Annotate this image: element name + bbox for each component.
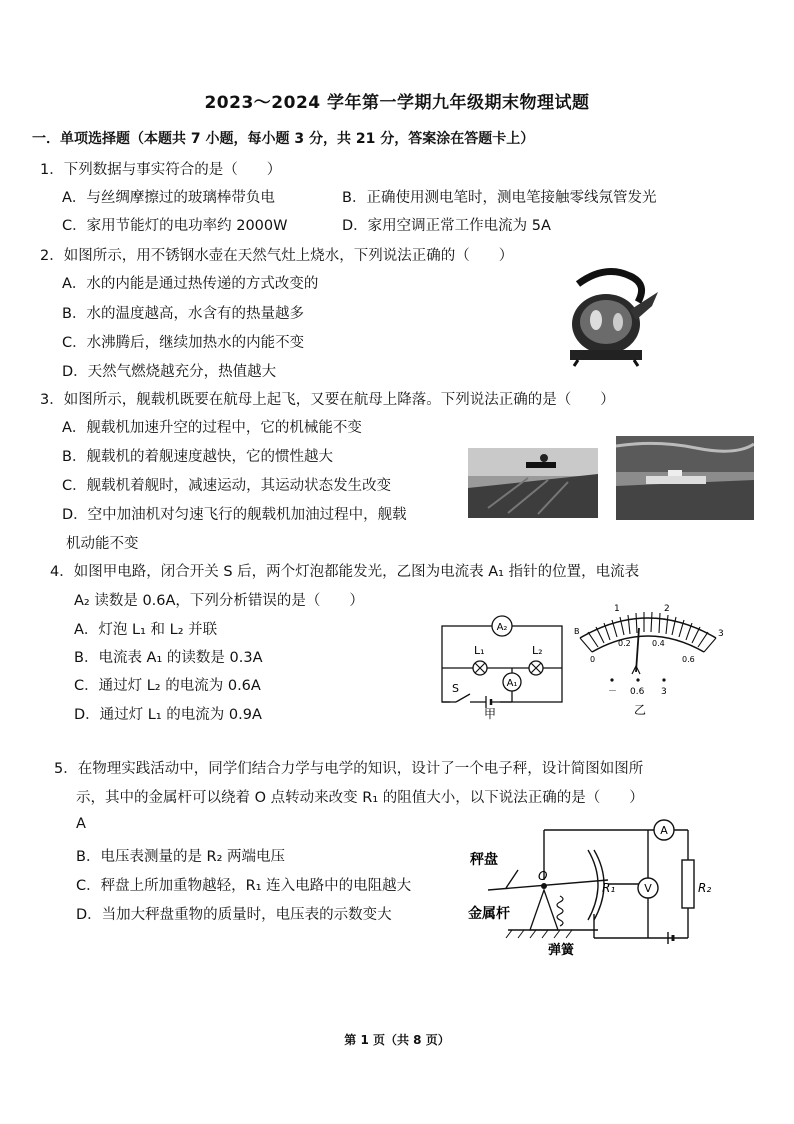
q5-stem-line2: 示，其中的金属杆可以绕着 O 点转动来改变 R₁ 的阻值大小，以下说法正确的是（ ）	[76, 790, 644, 806]
q5-option-c[interactable]: C．秤盘上所加重物越轻，R₁ 连入电路中的电阻越大	[76, 878, 412, 894]
rod-label: 金属杆	[468, 906, 510, 922]
r1-label: R₁	[602, 881, 616, 895]
q2-option-c[interactable]: C．水沸腾后，继续加热水的内能不变	[62, 335, 305, 351]
scale-bottom-02: 0.2	[618, 639, 631, 648]
section-heading: 一．单项选择题（本题共 7 小题，每小题 3 分，共 21 分，答案涂在答题卡上）	[32, 131, 535, 147]
circuit-diagram-jia	[436, 612, 576, 720]
figure-yi-label: 乙	[634, 703, 647, 717]
page-footer: 第 1 页（共 8 页）	[344, 1033, 450, 1047]
q3-option-b[interactable]: B．舰载机的着舰速度越快，它的惯性越大	[62, 449, 333, 465]
scale-bottom-0: 0	[590, 655, 596, 664]
a1-label: A₁	[506, 678, 518, 689]
q3-option-d-continued: 机动能不变	[66, 536, 139, 552]
pan-label: 秤盘	[470, 852, 498, 868]
electronic-scale-diagram	[468, 810, 728, 960]
q1-option-a[interactable]: A．与丝绸摩擦过的玻璃棒带负电	[62, 190, 275, 206]
a2-label: A₂	[496, 622, 508, 633]
terminal-neg: －	[608, 687, 618, 697]
q1-stem: 1．下列数据与事实符合的是（ ）	[40, 162, 282, 178]
carrier-takeoff-photo	[468, 448, 598, 518]
carrier-landing-photo	[616, 436, 754, 520]
l1-label: L₁	[474, 644, 485, 657]
page-title: 2023～2024 学年第一学期九年级期末物理试题	[204, 93, 590, 113]
pivot-o-label: O	[538, 869, 548, 883]
q2-option-a[interactable]: A．水的内能是通过热传递的方式改变的	[62, 276, 319, 292]
kettle-figure	[560, 262, 664, 368]
q5-stem-line1: 5．在物理实践活动中，同学们结合力学与电学的知识，设计了一个电子秤，设计简图如图所	[54, 761, 644, 777]
q2-option-d[interactable]: D．天然气燃烧越充分，热值越大	[62, 364, 277, 380]
q3-option-d[interactable]: D．空中加油机对匀速飞行的舰载机加油过程中，舰载	[62, 507, 407, 523]
q4-option-b[interactable]: B．电流表 A₁ 的读数是 0.3A	[74, 650, 263, 666]
switch-label: S	[452, 682, 459, 695]
scale-top-1: 1	[614, 604, 620, 614]
q2-stem: 2．如图所示，用不锈钢水壶在天然气灶上烧水，下列说法正确的（ ）	[40, 248, 514, 264]
q4-stem-line1: 4．如图甲电路，闭合开关 S 后，两个灯泡都能发光，乙图为电流表 A₁ 指针的位置，电流表	[50, 564, 640, 580]
l2-label: L₂	[532, 644, 543, 657]
q5-option-b[interactable]: B．电压表测量的是 R₂ 两端电压	[76, 849, 286, 865]
voltmeter-label: V	[644, 882, 652, 895]
figure-jia-label: 甲	[484, 707, 497, 720]
resistor-r2	[682, 860, 694, 908]
q4-option-a[interactable]: A．灯泡 L₁ 和 L₂ 并联	[74, 622, 218, 638]
r2-label: R₂	[698, 881, 712, 895]
scale-top-2: 2	[664, 604, 670, 614]
q5-option-d[interactable]: D．当加大秤盘重物的质量时，电压表的示数变大	[76, 907, 392, 923]
scale-bottom-06: 0.6	[682, 655, 695, 664]
q5-option-a[interactable]: A	[76, 816, 86, 832]
q4-option-c[interactable]: C．通过灯 L₂ 的电流为 0.6A	[74, 678, 261, 694]
ammeter-dial-yi	[568, 600, 728, 720]
q1-option-d[interactable]: D．家用空调正常工作电流为 5A	[342, 218, 551, 234]
q3-option-c[interactable]: C．舰载机着舰时，减速运动，其运动状态发生改变	[62, 478, 392, 494]
scale-b-label: B	[574, 627, 580, 636]
needle	[636, 628, 639, 672]
q4-stem-line2: A₂ 读数是 0.6A，下列分析错误的是（ ）	[74, 593, 364, 609]
terminal-3: 3	[661, 687, 667, 697]
q1-option-c[interactable]: C．家用节能灯的电功率约 2000W	[62, 218, 288, 234]
terminal-06: 0.6	[630, 687, 645, 697]
spring-symbol	[557, 896, 563, 926]
q4-option-d[interactable]: D．通过灯 L₁ 的电流为 0.9A	[74, 707, 262, 723]
q3-stem: 3．如图所示，舰载机既要在航母上起飞，又要在航母上降落。下列说法正确的是（ ）	[40, 392, 615, 408]
q2-option-b[interactable]: B．水的温度越高，水含有的热量越多	[62, 306, 304, 322]
spring-label: 弹簧	[548, 943, 575, 958]
ammeter-label: A	[660, 824, 668, 837]
scale-bottom-04: 0.4	[652, 639, 665, 648]
q1-option-b[interactable]: B．正确使用测电笔时，测电笔接触零线氖管发光	[342, 190, 657, 206]
q3-option-a[interactable]: A．舰载机加速升空的过程中，它的机械能不变	[62, 420, 362, 436]
scale-top-3: 3	[718, 629, 724, 639]
